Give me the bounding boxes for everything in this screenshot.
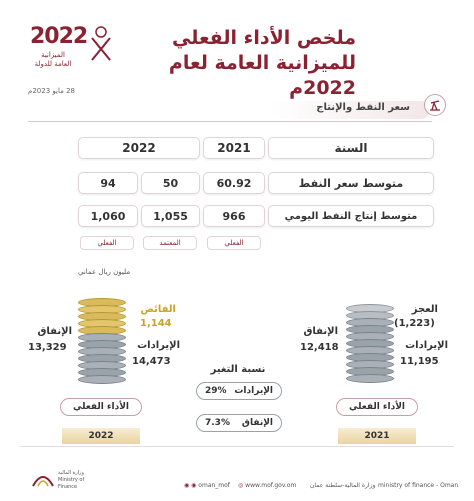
revenue-change-pill [196, 382, 282, 400]
year-2022-header: 2022 [78, 137, 200, 159]
spending-label-2021: الإنفاق [303, 326, 338, 337]
revenue-change-pct: 29% [205, 386, 227, 396]
ministry-logo-text: وزارة المالية Ministry of Finance [58, 470, 85, 490]
year-2021-header: 2021 [203, 137, 265, 159]
spending-change-label: الإنفاق [241, 418, 273, 428]
oil-price-2022-actual: 94 [78, 172, 138, 194]
spending-value-2021: 12,418 [300, 342, 339, 353]
social-handle[interactable]: ◉ ◉ oman_mof [184, 482, 230, 489]
social-icons: ◉ ◉ [184, 482, 199, 489]
col-label-2021-actual: الفعلي [207, 236, 261, 250]
deficit-value-2021: (1,223) [394, 318, 435, 329]
col-label-2022-actual: الفعلي [80, 236, 134, 250]
oman-emblem-icon [88, 24, 114, 64]
oil-production-2022-approved: 1,055 [141, 205, 200, 227]
publication-date: 28 مايو 2023م [28, 87, 75, 95]
oil-pump-icon [424, 94, 446, 116]
oil-production-2021-actual: 966 [203, 205, 265, 227]
oil-production-2022-actual: 1,060 [78, 205, 138, 227]
oil-production-label: متوسط إنتاج النفط اليومي [268, 205, 434, 227]
revenue-change-label: الإيرادات [234, 386, 273, 396]
coin-stack-2022 [78, 298, 126, 390]
deficit-label-2021: العجز [411, 304, 438, 315]
year-label-2021: 2021 [338, 428, 416, 444]
spending-change-pill [196, 414, 282, 432]
oil-price-2022-approved: 50 [141, 172, 200, 194]
website-link[interactable]: ◎ www.mof.gov.om [238, 482, 297, 489]
col-label-2022-approved: المعتمد [143, 236, 197, 250]
ministry-name-ar: وزارة المالية-سلطنة عمان [310, 482, 376, 489]
spending-change-pct: 7.3% [205, 418, 230, 428]
revenue-value-2021: 11,195 [400, 356, 439, 367]
logo-subtitle: الميزانية العامة للدولة [34, 51, 72, 68]
spending-value-2022: 13,329 [28, 342, 67, 353]
ministry-emblem-icon [30, 466, 56, 490]
year-label-2022: 2022 [62, 428, 140, 444]
section-title: سعر النفط والإنتاج [316, 102, 410, 113]
ministry-name-en: ministry of finance - Oman [378, 482, 459, 489]
oil-price-2021-actual: 60.92 [203, 172, 265, 194]
spending-label-2022: الإنفاق [37, 326, 72, 337]
year-header-cell: السنة [268, 137, 434, 159]
footer-divider [20, 446, 454, 447]
surplus-value-2022: 1,144 [140, 318, 172, 329]
revenue-value-2022: 14,473 [132, 356, 171, 367]
logo-year: 2022 [30, 24, 88, 49]
actual-performance-2022: الأداء الفعلي [60, 398, 142, 416]
surplus-label-2022: الفائض [140, 304, 176, 315]
revenue-label-2021: الإيرادات [405, 340, 448, 351]
actual-performance-2021: الأداء الفعلي [336, 398, 418, 416]
oil-price-label: متوسط سعر النفط [268, 172, 434, 194]
change-title: نسبة التغير [210, 364, 266, 375]
ministry-logo [30, 466, 100, 492]
revenue-label-2022: الإيرادات [137, 340, 180, 351]
budget-logo [28, 18, 88, 68]
section-divider [28, 121, 432, 122]
unit-note: مليون ريال عماني [78, 268, 131, 276]
page-title: ملخص الأداء الفعلي للميزانية العامة لعام 2022م [168, 27, 356, 99]
coin-stack-2021 [346, 304, 394, 390]
globe-icon: ◎ [238, 482, 246, 489]
